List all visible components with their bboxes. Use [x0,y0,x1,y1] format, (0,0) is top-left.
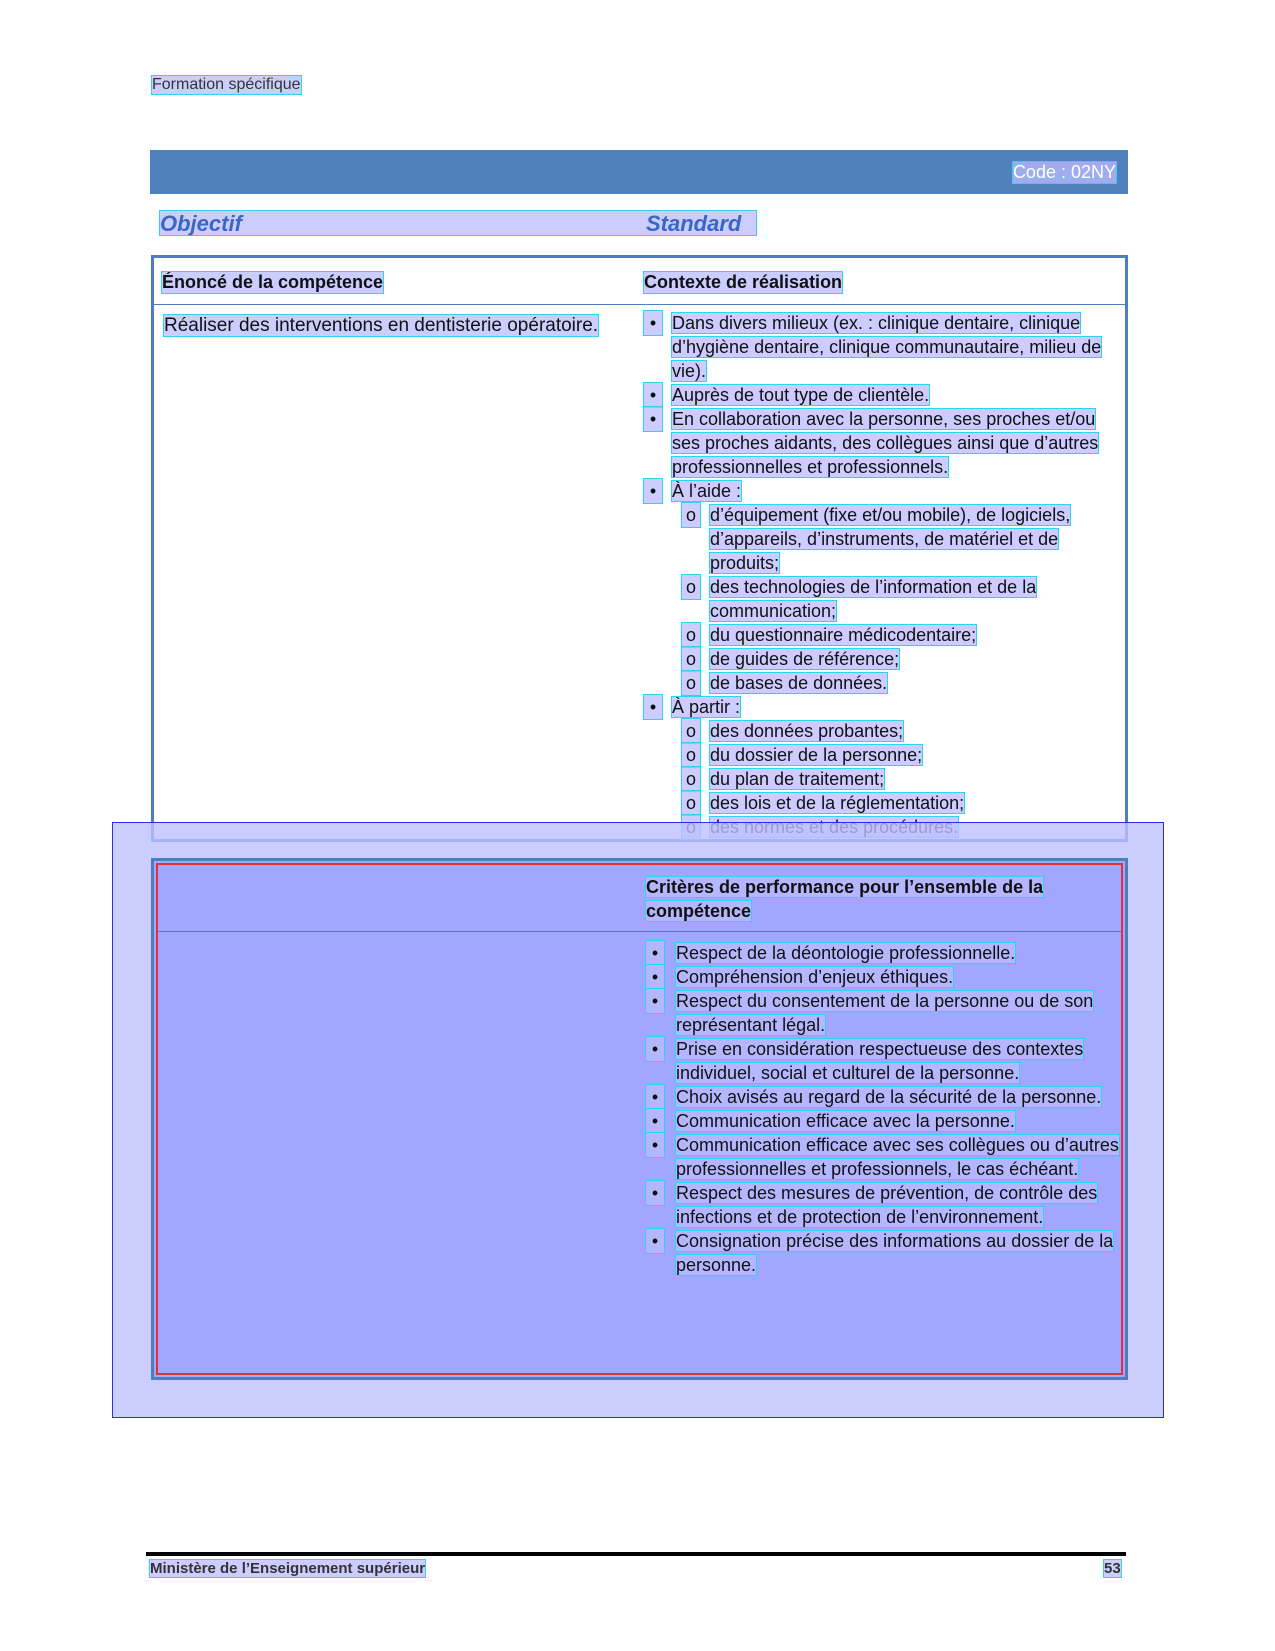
contexte-subitem-text: de guides de référence; [710,649,900,669]
critere-item [646,1037,1120,1085]
bullet-icon: o [682,671,700,695]
contexte-item [644,311,1114,383]
contexte-subitem [682,719,1114,743]
contexte-subitem [682,791,1114,815]
bullet-icon: • [644,383,662,407]
page-number: 53 [1104,1560,1121,1577]
contexte-sublist [672,719,1114,839]
bullet-icon: o [682,623,700,647]
competence-table-header [154,258,1125,305]
bullet-icon: • [646,1133,664,1157]
critere-item [646,1085,1120,1109]
critere-item-text: Respect des mesures de prévention, de contrôle des infections et de protection de l’environnement. [676,1183,1098,1227]
enonce-text [164,314,666,338]
contexte-subitem-text: des technologies de l’information et de la communication; [710,577,1037,621]
critere-item [646,965,1120,989]
critere-item [646,989,1120,1037]
bullet-icon: • [644,479,662,503]
contexte-subitem-text: d’équipement (fixe et/ou mobile), de logiciels, d’appareils, d’instruments, de matériel et de produits; [710,505,1071,573]
bullet-icon: • [646,1109,664,1133]
contexte-subitem [682,743,1114,767]
critere-item [646,941,1120,965]
critere-item-text: Prise en considération respectueuse des contextes individuel, social et culturel de la personne. [676,1039,1084,1083]
bullet-icon: o [682,743,700,767]
bullet-icon: o [682,791,700,815]
running-header: Formation spécifique [152,76,301,93]
contexte-subitem-text: du plan de traitement; [710,769,885,789]
standard-heading: Standard [646,211,742,236]
footer-rule [146,1552,1126,1556]
contexte-item [644,479,1114,695]
contexte-item [644,407,1114,479]
contexte-subitem [682,767,1114,791]
bullet-icon: • [644,407,662,431]
critere-item [646,1229,1120,1277]
code-bar [150,150,1128,194]
bullet-icon: • [646,1037,664,1061]
bullet-icon: • [646,989,664,1013]
enonce-heading: Énoncé de la compétence [162,272,384,292]
competence-table [151,255,1128,842]
enonce-value: Réaliser des interventions en dentisterie opératoire. [164,315,599,336]
bullet-icon: • [646,1085,664,1109]
bullet-icon: • [646,941,664,965]
critere-item-text: Communication efficace avec la personne. [676,1111,1015,1131]
bullet-icon: o [682,767,700,791]
bullet-icon: • [646,965,664,989]
critere-item [646,1181,1120,1229]
critere-item-text: Consignation précise des informations au dossier de la personne. [676,1231,1114,1275]
contexte-item-text: Auprès de tout type de clientèle. [672,385,930,405]
critere-item-text: Compréhension d’enjeux éthiques. [676,967,954,987]
critere-item-text: Communication efficace avec ses collègues ou d’autres professionnelles et professionnels, le cas échéant. [676,1135,1119,1179]
contexte-subitem-text: du dossier de la personne; [710,745,923,765]
bullet-icon: • [644,311,662,335]
contexte-subitem-text: de bases de données. [710,673,888,693]
contexte-subitem [682,671,1114,695]
contexte-list [644,311,1114,839]
critere-item-text: Respect du consentement de la personne ou de son représentant légal. [676,991,1094,1035]
critere-item-text: Respect de la déontologie professionnelle. [676,943,1016,963]
bullet-icon: • [646,1181,664,1205]
contexte-item [644,695,1114,839]
contexte-subitem [682,503,1114,575]
contexte-sublist [672,503,1114,695]
critere-item-text: Choix avisés au regard de la sécurité de la personne. [676,1087,1102,1107]
contexte-subitem [682,575,1114,623]
contexte-heading: Contexte de réalisation [644,272,843,292]
program-code: Code : 02NY [1012,162,1116,182]
bullet-icon: o [682,575,700,599]
bullet-icon: • [646,1229,664,1253]
bullet-icon: • [644,695,662,719]
criteres-table-header [158,865,1121,932]
contexte-subitem-text: des données probantes; [710,721,904,741]
criteres-table-frame [156,863,1123,1375]
criteres-heading: Critères de performance pour l’ensemble de la compétence [646,877,1044,921]
contexte-subitem [682,623,1114,647]
objectif-heading: Objectif [160,211,242,236]
contexte-subitem [682,647,1114,671]
bullet-icon: o [682,503,700,527]
contexte-item [644,383,1114,407]
contexte-item-text: Dans divers milieux (ex. : clinique dentaire, clinique d’hygiène dentaire, clinique communautaire, milieu de vie). [672,313,1102,381]
critere-item [646,1109,1120,1133]
bullet-icon: o [682,719,700,743]
footer-ministry: Ministère de l’Enseignement supérieur [150,1560,426,1577]
contexte-subitem-text: des lois et de la réglementation; [710,793,965,813]
criteres-table [151,858,1128,1380]
contexte-subitem-text: du questionnaire médicodentaire; [710,625,977,645]
contexte-item-text: À l’aide : [672,481,742,501]
bullet-icon: o [682,647,700,671]
column-headings [160,211,756,235]
contexte-item-text: En collaboration avec la personne, ses proches et/ou ses proches aidants, des collègues ainsi que d’autres professionnelles et professionnels. [672,409,1099,477]
contexte-item-text: À partir : [672,697,741,717]
critere-item [646,1133,1120,1181]
criteres-list [646,941,1120,1277]
